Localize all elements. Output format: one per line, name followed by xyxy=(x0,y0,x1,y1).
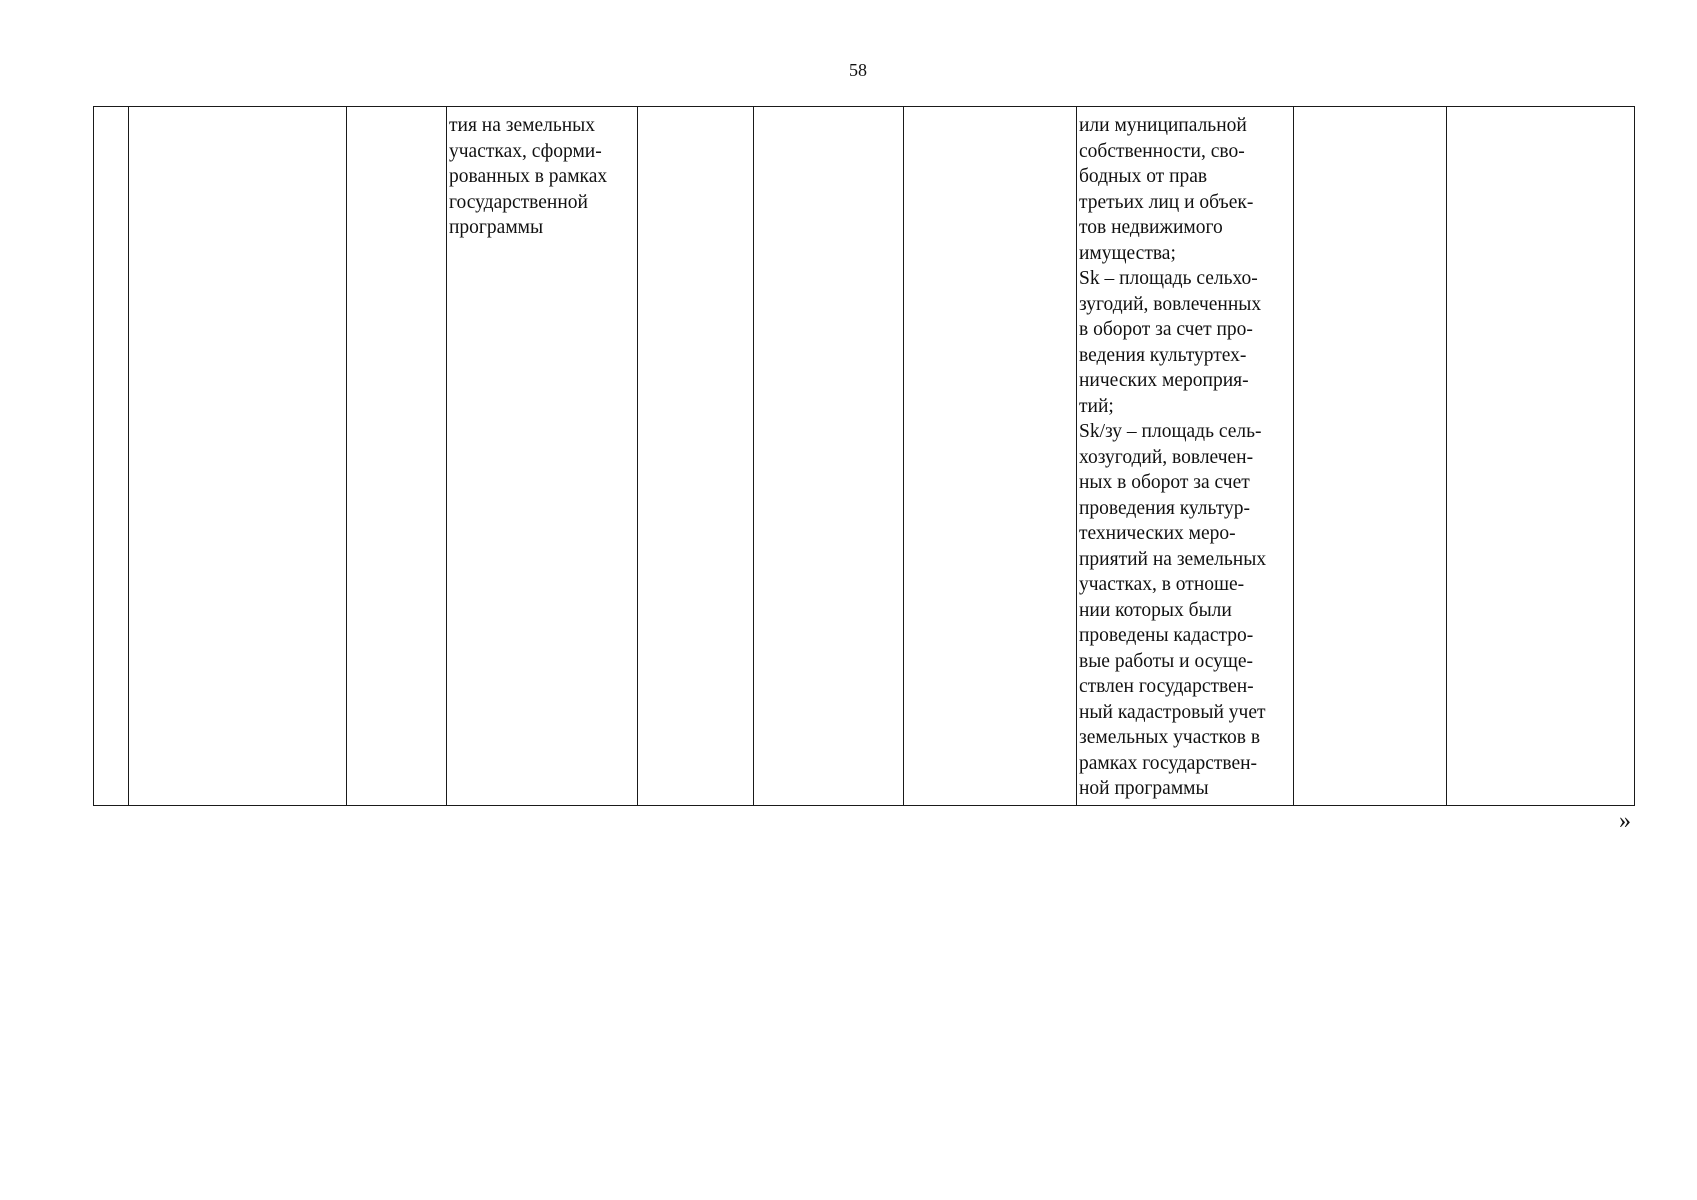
table-cell xyxy=(1447,107,1635,806)
table-cell xyxy=(638,107,754,806)
table-cell xyxy=(904,107,1077,806)
table-cell xyxy=(94,107,129,806)
closing-quote-mark: » xyxy=(1619,808,1631,834)
table-row xyxy=(94,107,1635,806)
table-cell: тия на земельных участках, сформи- рованных в рамках государственной программы xyxy=(447,107,638,806)
table-cell xyxy=(1294,107,1447,806)
data-table xyxy=(93,106,1635,806)
table-cell xyxy=(754,107,904,806)
table-cell: или муниципальной собственности, сво- бодных от прав третьих лиц и объек- тов недвижимого имущества; Sk – площадь сельхо- зугодий, вовлеченных в оборот за счет про- ведения культуртех- нических мероприя- тий; Sk/зу – площадь сель- хозугодий, вовлечен- ных в оборот за счет проведения культур- технических меро- приятий на земельных участках, в отноше- нии которых были проведены кадастро- вые работы и осуще- ствлен государствен- ный кадастровый учет земельных участков в рамках государствен- ной программы xyxy=(1077,107,1294,806)
table-cell xyxy=(347,107,447,806)
table-cell xyxy=(129,107,347,806)
page-number: 58 xyxy=(849,60,867,80)
